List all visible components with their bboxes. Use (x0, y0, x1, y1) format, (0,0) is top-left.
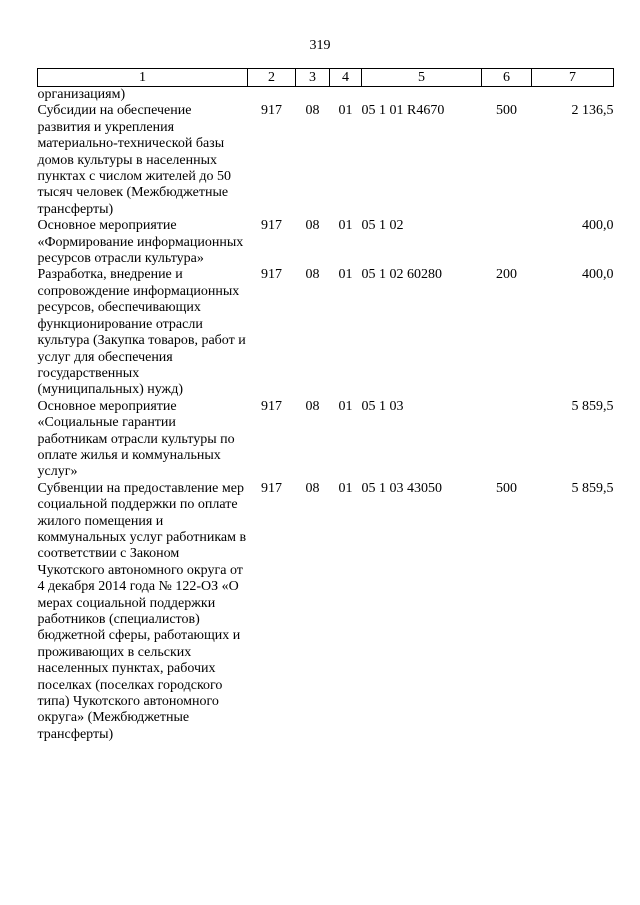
table-row-continuation (38, 87, 614, 104)
row-expense-type (482, 399, 532, 481)
row-subsection: 01 (338, 480, 353, 496)
table-header-row (38, 69, 614, 87)
table-row (38, 399, 614, 481)
row-amount: 400,0 (582, 267, 614, 283)
row-section: 08 (305, 218, 320, 234)
row-target-item: 05 1 03 43050 (361, 480, 442, 496)
row-amount: 400,0 (582, 218, 614, 234)
row-section: 08 (305, 267, 320, 283)
row-target-item: 05 1 01 R4670 (361, 103, 445, 119)
header-col-5: 5 (362, 69, 482, 87)
row-amount: 2 136,5 (571, 103, 614, 119)
header-col-4: 4 (330, 69, 362, 87)
row-ministry: 917 (261, 480, 282, 496)
row-amount: 5 859,5 (571, 480, 614, 496)
header-col-7: 7 (532, 69, 614, 87)
row-target-item: 05 1 02 (361, 218, 404, 234)
table-row (38, 218, 614, 267)
row-subsection: 01 (338, 398, 353, 414)
row-ministry: 917 (261, 218, 282, 234)
row-name: Субсидии на обеспечение развития и укрепления материально-технической базы домов культуры в населенных пунктах с числом жителей до 50 тысяч человек (Межбюджетные трансферты) (37, 103, 231, 217)
row-name: Основное мероприятие «Формирование информационных ресурсов отрасли культура» (37, 218, 244, 267)
header-col-3: 3 (296, 69, 330, 87)
row-expense-type: 200 (496, 267, 517, 283)
row-ministry: 917 (261, 267, 282, 283)
row-subsection: 01 (338, 103, 353, 119)
table-row (38, 103, 614, 218)
row-target-item: 05 1 02 60280 (361, 267, 442, 283)
row-expense-type (482, 218, 532, 267)
table-row (38, 267, 614, 398)
row-section: 08 (305, 480, 320, 496)
row-amount: 5 859,5 (571, 398, 614, 414)
row-subsection: 01 (338, 218, 353, 234)
header-col-2: 2 (248, 69, 296, 87)
row-section: 08 (305, 103, 320, 119)
row-name: Субвенции на предоставление мер социальной поддержки по оплате жилого помещения и коммунальных услуг работникам в соответствии с Законом Чукотского автономного округа от 4 декабря 2014 года № 122-ОЗ «О мерах социальной поддержки работников (специалистов) бюджетной сферы, работающих и проживающих в сельских населенных пунктах, рабочих поселках (поселках городского типа) Чукотского автономного округа» (Межбюджетные трансферты) (37, 480, 247, 742)
continuation-text: организациям) (37, 87, 126, 102)
row-name: Разработка, внедрение и сопровождение информационных ресурсов, обеспечивающих функционирование отрасли культура (Закупка товаров, работ и услуг для обеспечения государственных (муниципальных) нужд) (37, 267, 246, 398)
table-row (38, 481, 614, 744)
header-col-1: 1 (38, 69, 248, 87)
row-expense-type: 500 (496, 480, 517, 496)
budget-table (37, 68, 614, 743)
row-name: Основное мероприятие «Социальные гарантии работникам отрасли культуры по оплате жилья и коммунальных услуг» (37, 398, 235, 480)
row-section: 08 (305, 398, 320, 414)
row-subsection: 01 (338, 267, 353, 283)
row-expense-type: 500 (496, 103, 517, 119)
row-ministry: 917 (261, 398, 282, 414)
row-ministry: 917 (261, 103, 282, 119)
header-col-6: 6 (482, 69, 532, 87)
row-target-item: 05 1 03 (361, 398, 404, 414)
page-number: 319 (309, 38, 331, 53)
